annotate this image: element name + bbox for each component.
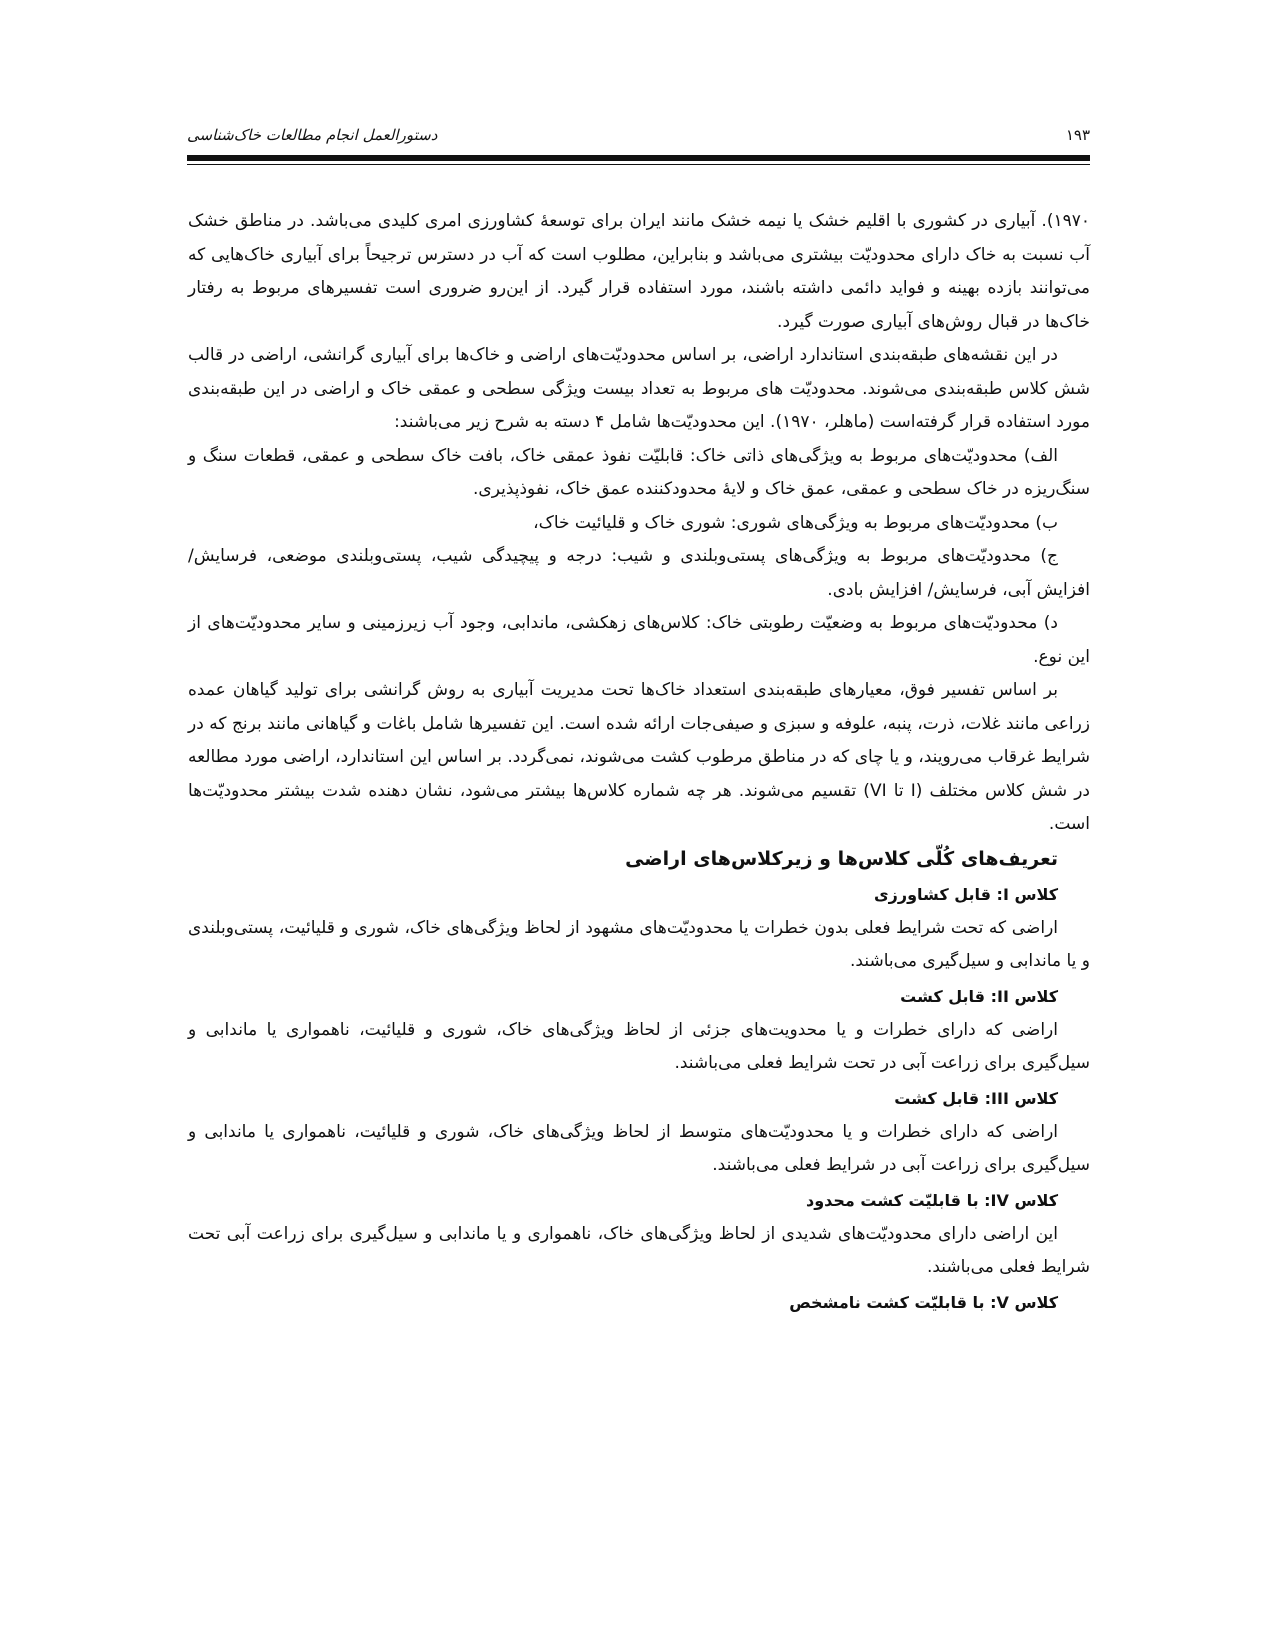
list-item-a: الف) محدودیّت‌های مربوط به ویژگی‌های ذاتی خاک: قابلیّت نفوذ عمقی خاک، بافت خاک سطحی و عمقی، قطعات سنگ و سنگ‌ریزه در خاک سطحی و عمقی، عمق خاک و لایهٔ محدودکننده عمق خاک، نفوذپذیری.	[188, 445, 1090, 499]
class-4-text: این اراضی دارای محدودیّت‌های شدیدی از لحاظ ویژگی‌های خاک، ناهمواری و یا ماندابی و سیل‌گیری برای زراعت آبی تحت شرایط فعلی می‌باشند.	[188, 1223, 1090, 1277]
body-text	[188, 205, 1090, 1320]
class-2-title: کلاس II: قابل کشت	[900, 986, 1058, 1006]
page-number: ۱۹۳	[1065, 126, 1090, 144]
header-rule-thick	[187, 155, 1090, 161]
paragraph-criteria: بر اساس تفسیر فوق، معیارهای طبقه‌بندی استعداد خاک‌ها تحت مدیریت آبیاری به روش گرانشی برای تولید گیاهان عمده زراعی مانند غلات، ذرت، پنبه، علوفه و سبزی و صیفی‌جات ارائه شده است. این تفسیرها شامل باغات و گیاهانی مانند برنج که در شرایط غرقاب می‌رویند، و یا چای که در مناطق مرطوب کشت می‌شوند، نمی‌گردد. بر اساس این استاندارد، اراضی مورد مطالعه در شش کلاس مختلف (I تا VI) تقسیم می‌شوند. هر چه شماره کلاس‌ها بیشتر می‌شود، نشان دهنده شدت بیشتر محدودیّت‌ها است.	[188, 680, 1091, 834]
section-heading: تعریف‌های کُلّی کلاس‌ها و زیرکلاس‌های اراضی	[625, 847, 1058, 870]
running-header	[187, 126, 1090, 148]
list-item-c: ج) محدودیّت‌های مربوط به ویژگی‌های پستی‌وبلندی و شیب: درجه و پیچیدگی شیب، پستی‌وبلندی موضعی، فرسایش/ افزایش آبی، فرسایش/ افزایش بادی.	[188, 546, 1090, 600]
running-title: دستورالعمل انجام مطالعات خاک‌شناسی	[187, 126, 438, 144]
header-rule-thin	[187, 164, 1090, 165]
class-1-title: کلاس I: قابل کشاورزی	[874, 884, 1058, 904]
list-item-b: ب) محدودیّت‌های مربوط به ویژگی‌های شوری: شوری خاک و قلیائیت خاک،	[533, 512, 1058, 533]
list-item-d: د) محدودیّت‌های مربوط به وضعیّت رطوبتی خاک: کلاس‌های زهکشی، ماندابی، وجود آب زیرزمینی و سایر محدودیّت‌های از این نوع.	[188, 613, 1090, 667]
class-5-title: کلاس V: با قابلیّت کشت نامشخص	[789, 1292, 1058, 1312]
class-1-text: اراضی که تحت شرایط فعلی بدون خطرات یا محدودیّت‌های مشهود از لحاظ ویژگی‌های خاک، شوری و قلیائیت، پستی‌وبلندی و یا ماندابی و سیل‌گیری می‌باشند.	[188, 917, 1090, 971]
paragraph-classification: در این نقشه‌های طبقه‌بندی استاندارد اراضی، بر اساس محدودیّت‌های اراضی و خاک‌ها برای آبیاری گرانشی، اراضی در قالب شش کلاس طبقه‌بندی می‌شوند. محدودیّت های مربوط به تعداد بیست ویژگی سطحی و عمقی خاک و اراضی در این طبقه‌بندی مورد استفاده قرار گرفته‌است (ماهلر، ۱۹۷۰). این محدودیّت‌ها شامل ۴ دسته به شرح زیر می‌باشند:	[188, 345, 1090, 432]
paragraph-irrigation-intro: ۱۹۷۰). آبیاری در کشوری با اقلیم خشک یا نیمه خشک مانند ایران برای توسعهٔ کشاورزی امری کلیدی می‌باشد. در مناطق خشک آب نسبت به خاک دارای محدودیّت بیشتری می‌باشد و بنابراین، مطلوب است که آب در دسترس ترجیحاً برای آبیاری خاک‌هایی که می‌توانند بازده بهینه و فواید دائمی داشته باشند، مورد استفاده قرار گیرد. از این‌رو ضروری است تفسیرهای مربوط به رفتار خاک‌ها در قبال روش‌های آبیاری صورت گیرد.	[188, 211, 1090, 332]
class-3-title: کلاس III: قابل کشت	[894, 1088, 1058, 1108]
class-2-text: اراضی که دارای خطرات و یا محدویت‌های جزئی از لحاظ ویژگی‌های خاک، شوری و قلیائیت، ناهمواری یا ماندابی و سیل‌گیری برای زراعت آبی در تحت شرایط فعلی می‌باشند.	[188, 1019, 1090, 1073]
class-4-title: کلاس IV: با قابلیّت کشت محدود	[806, 1190, 1058, 1210]
class-3-text: اراضی که دارای خطرات و یا محدودیّت‌های متوسط از لحاظ ویژگی‌های خاک، شوری و قلیائیت، ناهمواری یا ماندابی و سیل‌گیری برای زراعت آبی در شرایط فعلی می‌باشند.	[188, 1121, 1090, 1175]
